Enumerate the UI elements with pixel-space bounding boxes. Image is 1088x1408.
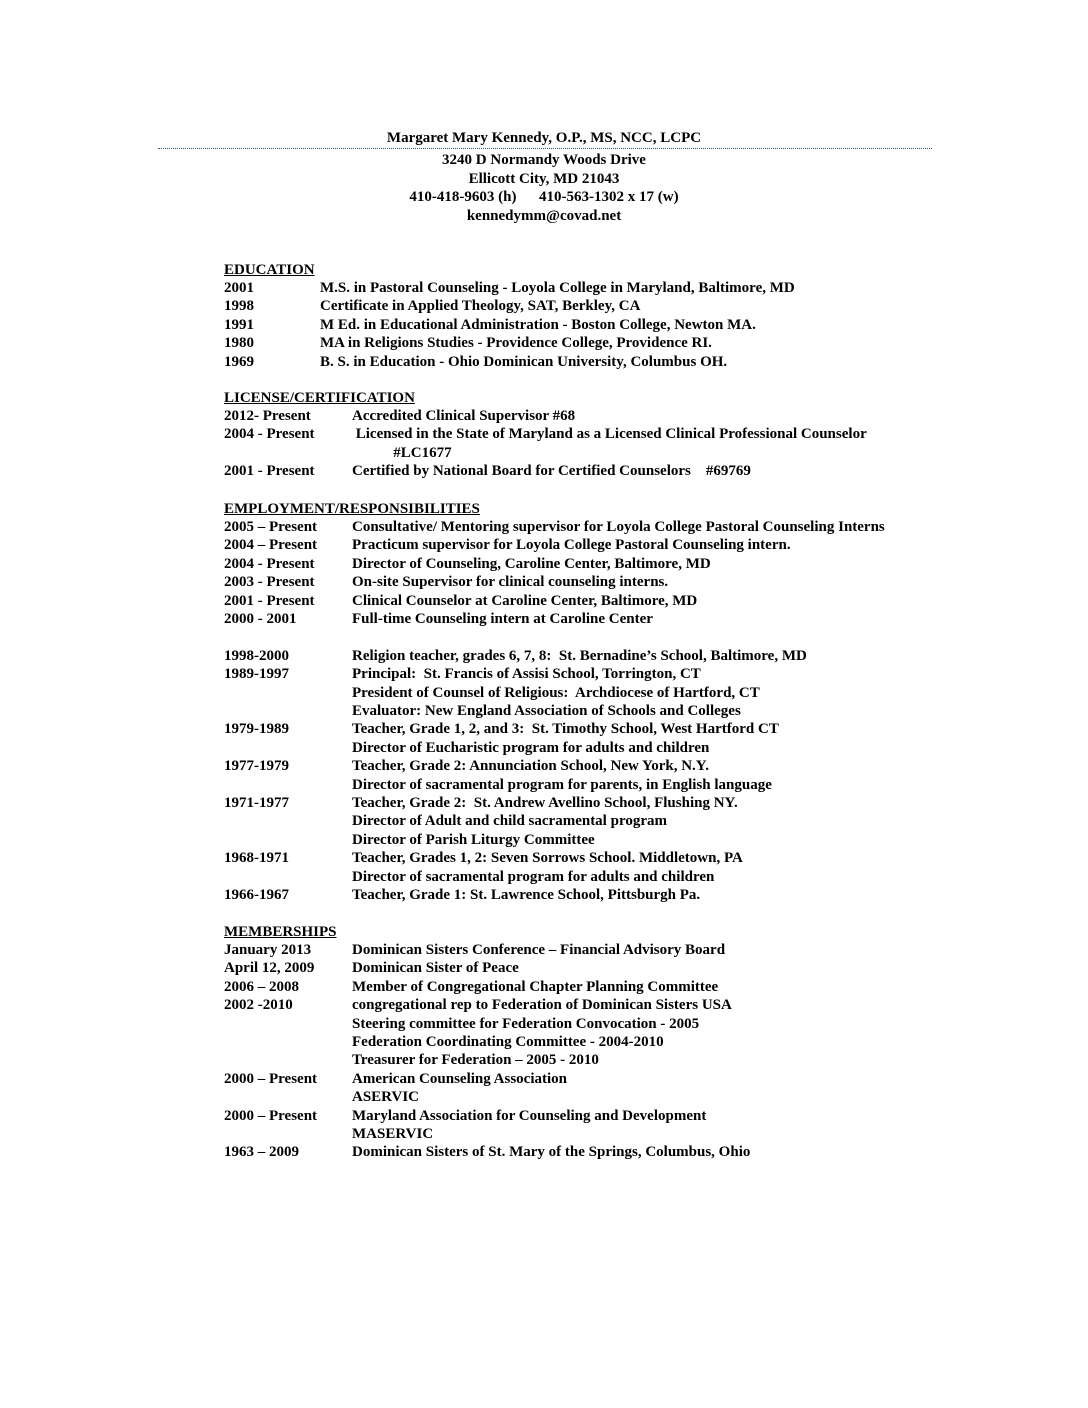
entry-description: Clinical Counselor at Caroline Center, Baltimore, MD [352,592,698,609]
entry-date: 2003 - Present [224,574,315,591]
entry-description: President of Counsel of Religious: Archdiocese of Hartford, CT [352,684,760,701]
membership-entry [224,941,944,959]
entry-description: Religion teacher, grades 6, 7, 8: St. Bernadine’s School, Baltimore, MD [352,647,807,664]
employment-entry [224,886,944,904]
entry-date: 1998 [224,298,254,315]
entry-date: 1966-1967 [224,887,289,904]
entry-description: Dominican Sister of Peace [352,960,519,977]
entry-description: Director of Parish Liturgy Committee [352,831,595,848]
membership-heading: MEMBERSHIPS [224,924,337,940]
employment-heading: EMPLOYMENT/RESPONSIBILITIES [224,501,480,517]
entry-description: M Ed. in Educational Administration - Boston College, Newton MA. [320,316,756,333]
entry-date: 2004 – Present [224,537,318,554]
entry-description: Federation Coordinating Committee - 2004-2010 [352,1034,664,1051]
entry-description: Teacher, Grades 1, 2: Seven Sorrows School. Middletown, PA [352,850,743,867]
entry-date: 2000 - 2001 [224,611,297,628]
entry-description: Full-time Counseling intern at Caroline Center [352,611,653,628]
employment-entry [224,573,944,591]
resume-name: Margaret Mary Kennedy, O.P., MS, NCC, LCPC [386,130,702,146]
employment-entry [224,776,944,794]
entry-date: 1998-2000 [224,647,289,664]
employment-entry [224,684,944,702]
email-line: kennedymm@covad.net [466,207,622,224]
education-heading: EDUCATION [224,262,315,278]
employment-entry [224,702,944,720]
license-entry [224,425,944,443]
membership-entry [224,1051,944,1069]
entry-date: 2001 - Present [224,592,315,609]
entry-date: 1971-1977 [224,795,289,812]
entry-description: Evaluator: New England Association of Schools and Colleges [352,703,741,720]
employment-entry [224,610,944,628]
employment-entry [224,794,944,812]
entry-date: 2000 – Present [224,1107,318,1124]
membership-entry [224,1143,944,1161]
membership-entry [224,959,944,977]
entry-date: 1969 [224,353,254,370]
entry-description: Consultative/ Mentoring supervisor for Loyola College Pastoral Counseling Interns [352,519,885,535]
education-section [224,262,944,371]
spacer [224,628,944,646]
entry-date: 2004 - Present [224,426,315,443]
license-entry [224,444,944,462]
entry-description: Teacher, Grade 2: St. Andrew Avellino School, Flushing NY. [352,795,738,812]
entry-description: Teacher, Grade 2: Annunciation School, New York, N.Y. [352,758,709,775]
entry-date: January 2013 [224,942,312,958]
entry-description: #LC1677 [352,444,452,461]
entry-description: congregational rep to Federation of Dominican Sisters USA [352,997,732,1014]
employment-entry [224,592,944,610]
membership-entry [224,1070,944,1088]
entry-date: 1979-1989 [224,721,289,738]
license-section [224,390,944,481]
entry-description: Treasurer for Federation – 2005 - 2010 [352,1052,599,1069]
license-entry [224,407,944,425]
entry-description: Maryland Association for Counseling and Development [352,1107,707,1124]
license-entry [224,462,944,480]
membership-entry [224,1088,944,1106]
entry-date: 1989-1997 [224,666,289,683]
address-line-2: Ellicott City, MD 21043 [468,170,620,187]
license-heading: LICENSE/CERTIFICATION [224,390,415,406]
education-entry [224,316,944,334]
entry-description: Licensed in the State of Maryland as a Licensed Clinical Professional Counselor [352,426,867,443]
entry-description: Teacher, Grade 1: St. Lawrence School, Pittsburgh Pa. [352,887,701,904]
entry-date: 2012- Present [224,408,311,424]
employment-entry [224,720,944,738]
employment-entry [224,647,944,665]
membership-entry [224,1015,944,1033]
entry-description: Accredited Clinical Supervisor #68 [352,408,576,424]
membership-entry [224,1033,944,1051]
entry-date: 2000 – Present [224,1070,318,1087]
phone-line: 410-418-9603 (h) 410-563-1302 x 17 (w) [409,189,679,205]
entry-date: 2001 [224,280,254,296]
entry-description: B. S. in Education - Ohio Dominican University, Columbus OH. [320,353,728,370]
entry-date: 2004 - Present [224,555,315,572]
membership-entry [224,996,944,1014]
entry-description: Teacher, Grade 1, 2, and 3: St. Timothy School, West Hartford CT [352,721,779,738]
employment-entry [224,849,944,867]
employment-entry [224,518,944,536]
header-divider [158,148,932,149]
entry-date: 1977-1979 [224,758,289,775]
entry-description: Principal: St. Francis of Assisi School, Torrington, CT [352,666,701,683]
entry-description: M.S. in Pastoral Counseling - Loyola College in Maryland, Baltimore, MD [320,280,795,296]
entry-description: Dominican Sisters of St. Mary of the Springs, Columbus, Ohio [352,1144,751,1161]
employment-entry [224,868,944,886]
entry-description: MA in Religions Studies - Providence College, Providence RI. [320,335,712,352]
entry-description: On-site Supervisor for clinical counseling interns. [352,574,669,591]
education-entry [224,334,944,352]
entry-description: Member of Congregational Chapter Planning Committee [352,978,719,995]
entry-description: Director of sacramental program for parents, in English language [352,776,772,793]
entry-date: 2005 – Present [224,519,318,535]
employment-entry [224,536,944,554]
entry-description: Director of Eucharistic program for adults and children [352,739,710,756]
entry-description: Certificate in Applied Theology, SAT, Berkley, CA [320,298,641,315]
entry-description: Steering committee for Federation Convocation - 2005 [352,1015,700,1032]
employment-entry [224,831,944,849]
entry-description: Director of Adult and child sacramental program [352,813,667,830]
entry-description: Director of sacramental program for adults and children [352,868,715,885]
employment-entry [224,757,944,775]
employment-entry [224,739,944,757]
entry-description: MASERVIC [352,1126,434,1143]
entry-date: 1980 [224,335,254,352]
membership-entry [224,978,944,996]
employment-entry [224,812,944,830]
entry-date: 1991 [224,316,254,333]
address-line-1: 3240 D Normandy Woods Drive [442,152,646,168]
employment-section [224,501,944,905]
entry-description: Practicum supervisor for Loyola College Pastoral Counseling intern. [352,537,791,554]
memberships-section [224,924,944,1162]
entry-date: 1968-1971 [224,850,289,867]
entry-description: Director of Counseling, Caroline Center, Baltimore, MD [352,555,711,572]
entry-description: Dominican Sisters Conference – Financial Advisory Board [352,942,726,958]
membership-entry [224,1107,944,1125]
entry-description: Certified by National Board for Certified Counselors #69769 [352,463,751,480]
entry-date: 2001 - Present [224,463,315,480]
education-entry [224,279,944,297]
entry-date: April 12, 2009 [224,960,315,977]
education-entry [224,297,944,315]
employment-entry [224,555,944,573]
employment-entry [224,665,944,683]
entry-date: 1963 – 2009 [224,1144,299,1161]
membership-entry [224,1125,944,1143]
education-entry [224,353,944,371]
entry-date: 2002 -2010 [224,997,293,1014]
entry-date: 2006 – 2008 [224,978,299,995]
entry-description: ASERVIC [352,1089,419,1106]
entry-description: American Counseling Association [352,1070,568,1087]
contact-block [0,151,1088,225]
